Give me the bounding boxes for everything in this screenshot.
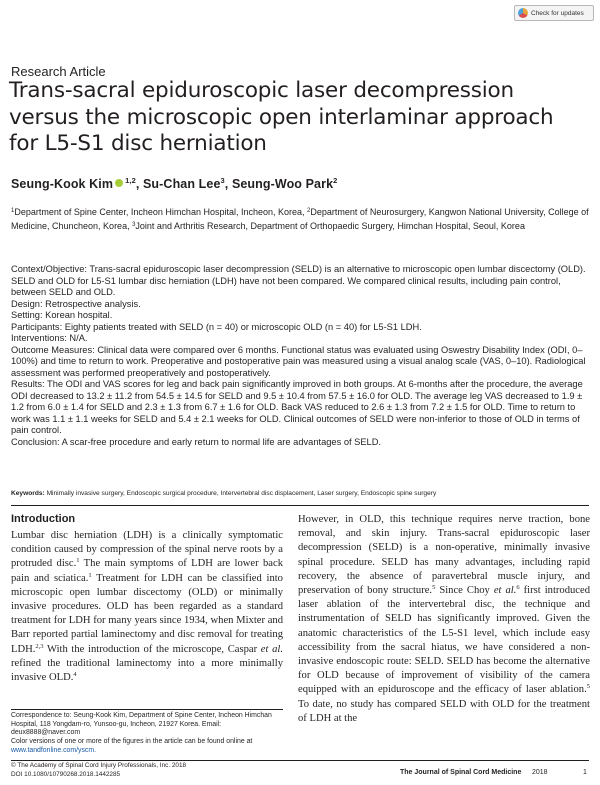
article-type: Research Article (11, 64, 106, 79)
affiliation-text: Department of Spine Center, Incheon Himchan Hospital, Incheon, Korea, (14, 207, 308, 217)
abstract-heading: Setting: (11, 310, 43, 320)
abstract-text: Clinical data were compared over 6 months. Functional status was evaluated using Oswestry Disability Index (ODI, 0–100%) and time to return to work. Preoperative and postoperative pain was measured using a visual analog scale (VAS, 0–10). Radiological assessment was performed preoperatively and postoperatively. (11, 344, 586, 378)
citation-ref: 6 (516, 584, 520, 592)
introduction-heading: Introduction (11, 513, 76, 525)
italic-text: et al. (493, 585, 517, 597)
section-divider (11, 505, 589, 506)
tandfonline-link[interactable]: www.tandfonline.com/yscm. (11, 746, 97, 754)
citation-ref: 4 (73, 671, 77, 679)
body-text: To date, no study has compared SELD with OLD for the treatment of LDH at the (298, 698, 590, 724)
abstract-paragraph (11, 437, 591, 449)
footer-divider (11, 760, 589, 761)
crossmark-icon (518, 8, 528, 18)
body-text: first introduced laser ablation of the intervertebral disc, the technique and instrumentation of SELD has significantly improved. Given the anatomic characteristics of the L5-S1 level, which include easy accessibility from the sacral hiatus, we have considered a non-invasive endoscopic route: SELD. SELD has become the alternative for OLD because of improvement of visibility of the camera equipped with an epiduroscope and the efficacy of laser ablation. (298, 585, 591, 696)
abstract-text: Eighty patients treated with SELD (n = 40) or microscopic OLD (n = 40) for L5-S1 LDH. (64, 321, 422, 332)
abstract-text: Korean hospital. (45, 310, 113, 320)
author-name: Seung-Kook Kim (11, 177, 114, 191)
author-name: Su-Chan Lee (143, 177, 221, 191)
abstract-paragraph (11, 310, 591, 322)
abstract-paragraph (11, 264, 591, 299)
footnotes (11, 712, 283, 756)
abstract-paragraph (11, 333, 591, 345)
abstract-text: Trans-sacral epiduroscopic laser decompression (SELD) is an alternative to microscopic open lumbar discectomy (OLD). SELD and OLD for L5-S1 lumbar disc herniation (LDH) have not been compared. We compared clinical results, including pain control, between SELD and OLD. (11, 264, 586, 297)
citation-ref: 5 (432, 584, 436, 592)
abstract-paragraph (11, 379, 591, 437)
footnote-divider (11, 709, 283, 710)
correspondence-note: Correspondence to: Seung-Kook Kim, Department of Spine Center, Incheon Himchan Hospital, 118 Yongdam-ro, Yunsoo-gu, Incheon, 21927 Korea. Email: deux8888@naver.com (11, 712, 272, 737)
body-text: Since Choy (435, 585, 494, 597)
orcid-icon[interactable] (115, 179, 123, 187)
body-text: Treatment for LDH can be classified into microscopic open lumbar discectomy (OLD) or minimally invasive procedures. OLD has been regarded as a standard treatment for LDH for many years since 1934, when Mixter and Barr reported partial laminectomy and disc removal for treating LDH. (11, 572, 283, 655)
abstract-paragraph (11, 322, 591, 334)
abstract-heading: Conclusion: (11, 436, 60, 447)
color-versions-note (11, 738, 283, 755)
citation-ref: 5 (586, 683, 590, 691)
abstract-heading: Interventions: (11, 333, 67, 343)
affiliation-mark: 2 (307, 208, 311, 214)
citation-ref: 1 (88, 571, 92, 579)
body-text: With the introduction of the microscope, Caspar (43, 643, 261, 655)
abstract-heading: Design: (11, 298, 43, 309)
abstract (11, 264, 591, 448)
italic-text: et al. (260, 643, 283, 655)
check-for-updates-badge[interactable] (514, 5, 594, 21)
keywords (11, 489, 591, 498)
abstract-paragraph (11, 345, 591, 380)
body-text: Lumbar disc herniation (LDH) is a clinically symptomatic condition caused by compression of the spinal nerve roots by a protruded disc. (11, 530, 283, 570)
affiliation-mark: 1 (11, 208, 15, 214)
citation-ref: 2,3 (35, 642, 44, 650)
abstract-heading: Results: (11, 379, 45, 389)
body-column-left (11, 529, 283, 685)
journal-name: The Journal of Spinal Cord Medicine (400, 769, 522, 776)
affiliation-mark: 3 (132, 221, 136, 228)
check-for-updates-label: Check for updates (531, 9, 584, 17)
author-list: Seung-Kook Kim $^{1,2}$, Su-Chan Lee$^3$, Seung-Woo Park$^2$ (11, 176, 338, 191)
citation-ref: 1 (76, 557, 80, 565)
keywords-label: Keywords: (11, 490, 45, 497)
author-affiliation-mark: 3 (220, 176, 225, 185)
publication-year: 2018 (532, 769, 548, 776)
body-text: The main symptoms of LDH are lower back pain and sciatica. (11, 558, 283, 584)
author-affiliation-mark: 2 (333, 176, 338, 185)
copyright-text: © The Academy of Spinal Cord Injury Professionals, Inc. 2018 (11, 762, 187, 769)
affiliation-text: Joint and Arthritis Research, Department of Orthopaedic Surgery, Himchan Hospital, Seoul, Korea (135, 220, 525, 231)
abstract-text: A scar-free procedure and early return to normal life are advantages of SELD. (61, 436, 382, 447)
body-text: refined the traditional laminectomy into a more minimally invasive OLD. (11, 657, 283, 684)
footer-left (11, 762, 186, 779)
abstract-paragraph (11, 299, 591, 311)
keywords-text: Minimally invasive surgery, Endoscopic surgical procedure, Intervertebral disc displacement, Laser surgery, Endoscopic spine surgery (46, 490, 437, 497)
abstract-heading: Outcome Measures: (11, 344, 95, 355)
abstract-text: Retrospective analysis. (45, 298, 141, 309)
doi-text: DOI 10.1080/10790268.2018.1442285 (11, 770, 121, 778)
author-affiliation-mark: 1,2 (125, 176, 136, 185)
affiliation-text: Department of Neurosurgery, Kangwon National University, College of Medicine, Chuncheon, Korea, (11, 207, 589, 231)
page-number: 1 (583, 769, 587, 776)
abstract-heading: Participants: (11, 321, 63, 332)
author-name: Seung-Woo Park (231, 177, 334, 191)
abstract-text: N/A. (69, 333, 88, 343)
abstract-text: The ODI and VAS scores for leg and back pain significantly improved in both groups. At 6-months after the procedure, the average ODI decreased to 13.2 ± 11.2 from 54.5 ± 14.5 for SELD and 9.5 ± 10.4 from 57.5 ± 16.0 for OLD. The average leg VAS decreased to 1.9 ± 1.2 from 6.0 ± 1.4 for SELD and 2.3 ± 1.3 from 6.7 ± 1.6 for OLD. Back VAS reduced to 2.6 ± 1.3 from 7.2 ± 1.5 for OLD. Time to return to work was 1.1 ± 1.1 weeks for SELD and 5.4 ± 2.1 weeks for OLD. Clinical outcomes of SELD were non-inferior to those of OLD in terms of pain control. (11, 379, 583, 435)
affiliations (11, 205, 591, 232)
body-text: However, in OLD, this technique requires nerve traction, bone removal, and skin injury. Trans-sacral epiduroscopic laser decompression (SELD) is a non-operative, minimally invasive spinal procedure. SELD has many advantages, including rapid recovery, the absence of paravertebral muscle injury, and preservation of bony structure. (298, 514, 590, 597)
abstract-heading: Context/Objective: (11, 264, 87, 274)
color-versions-text: Color versions of one or more of the figures in the article can be found online at (11, 738, 253, 746)
body-column-right (298, 513, 590, 726)
article-title: Trans-sacral epiduroscopic laser decompression versus the microscopic open interlaminar approach for L5-S1 disc herniation (9, 78, 554, 156)
